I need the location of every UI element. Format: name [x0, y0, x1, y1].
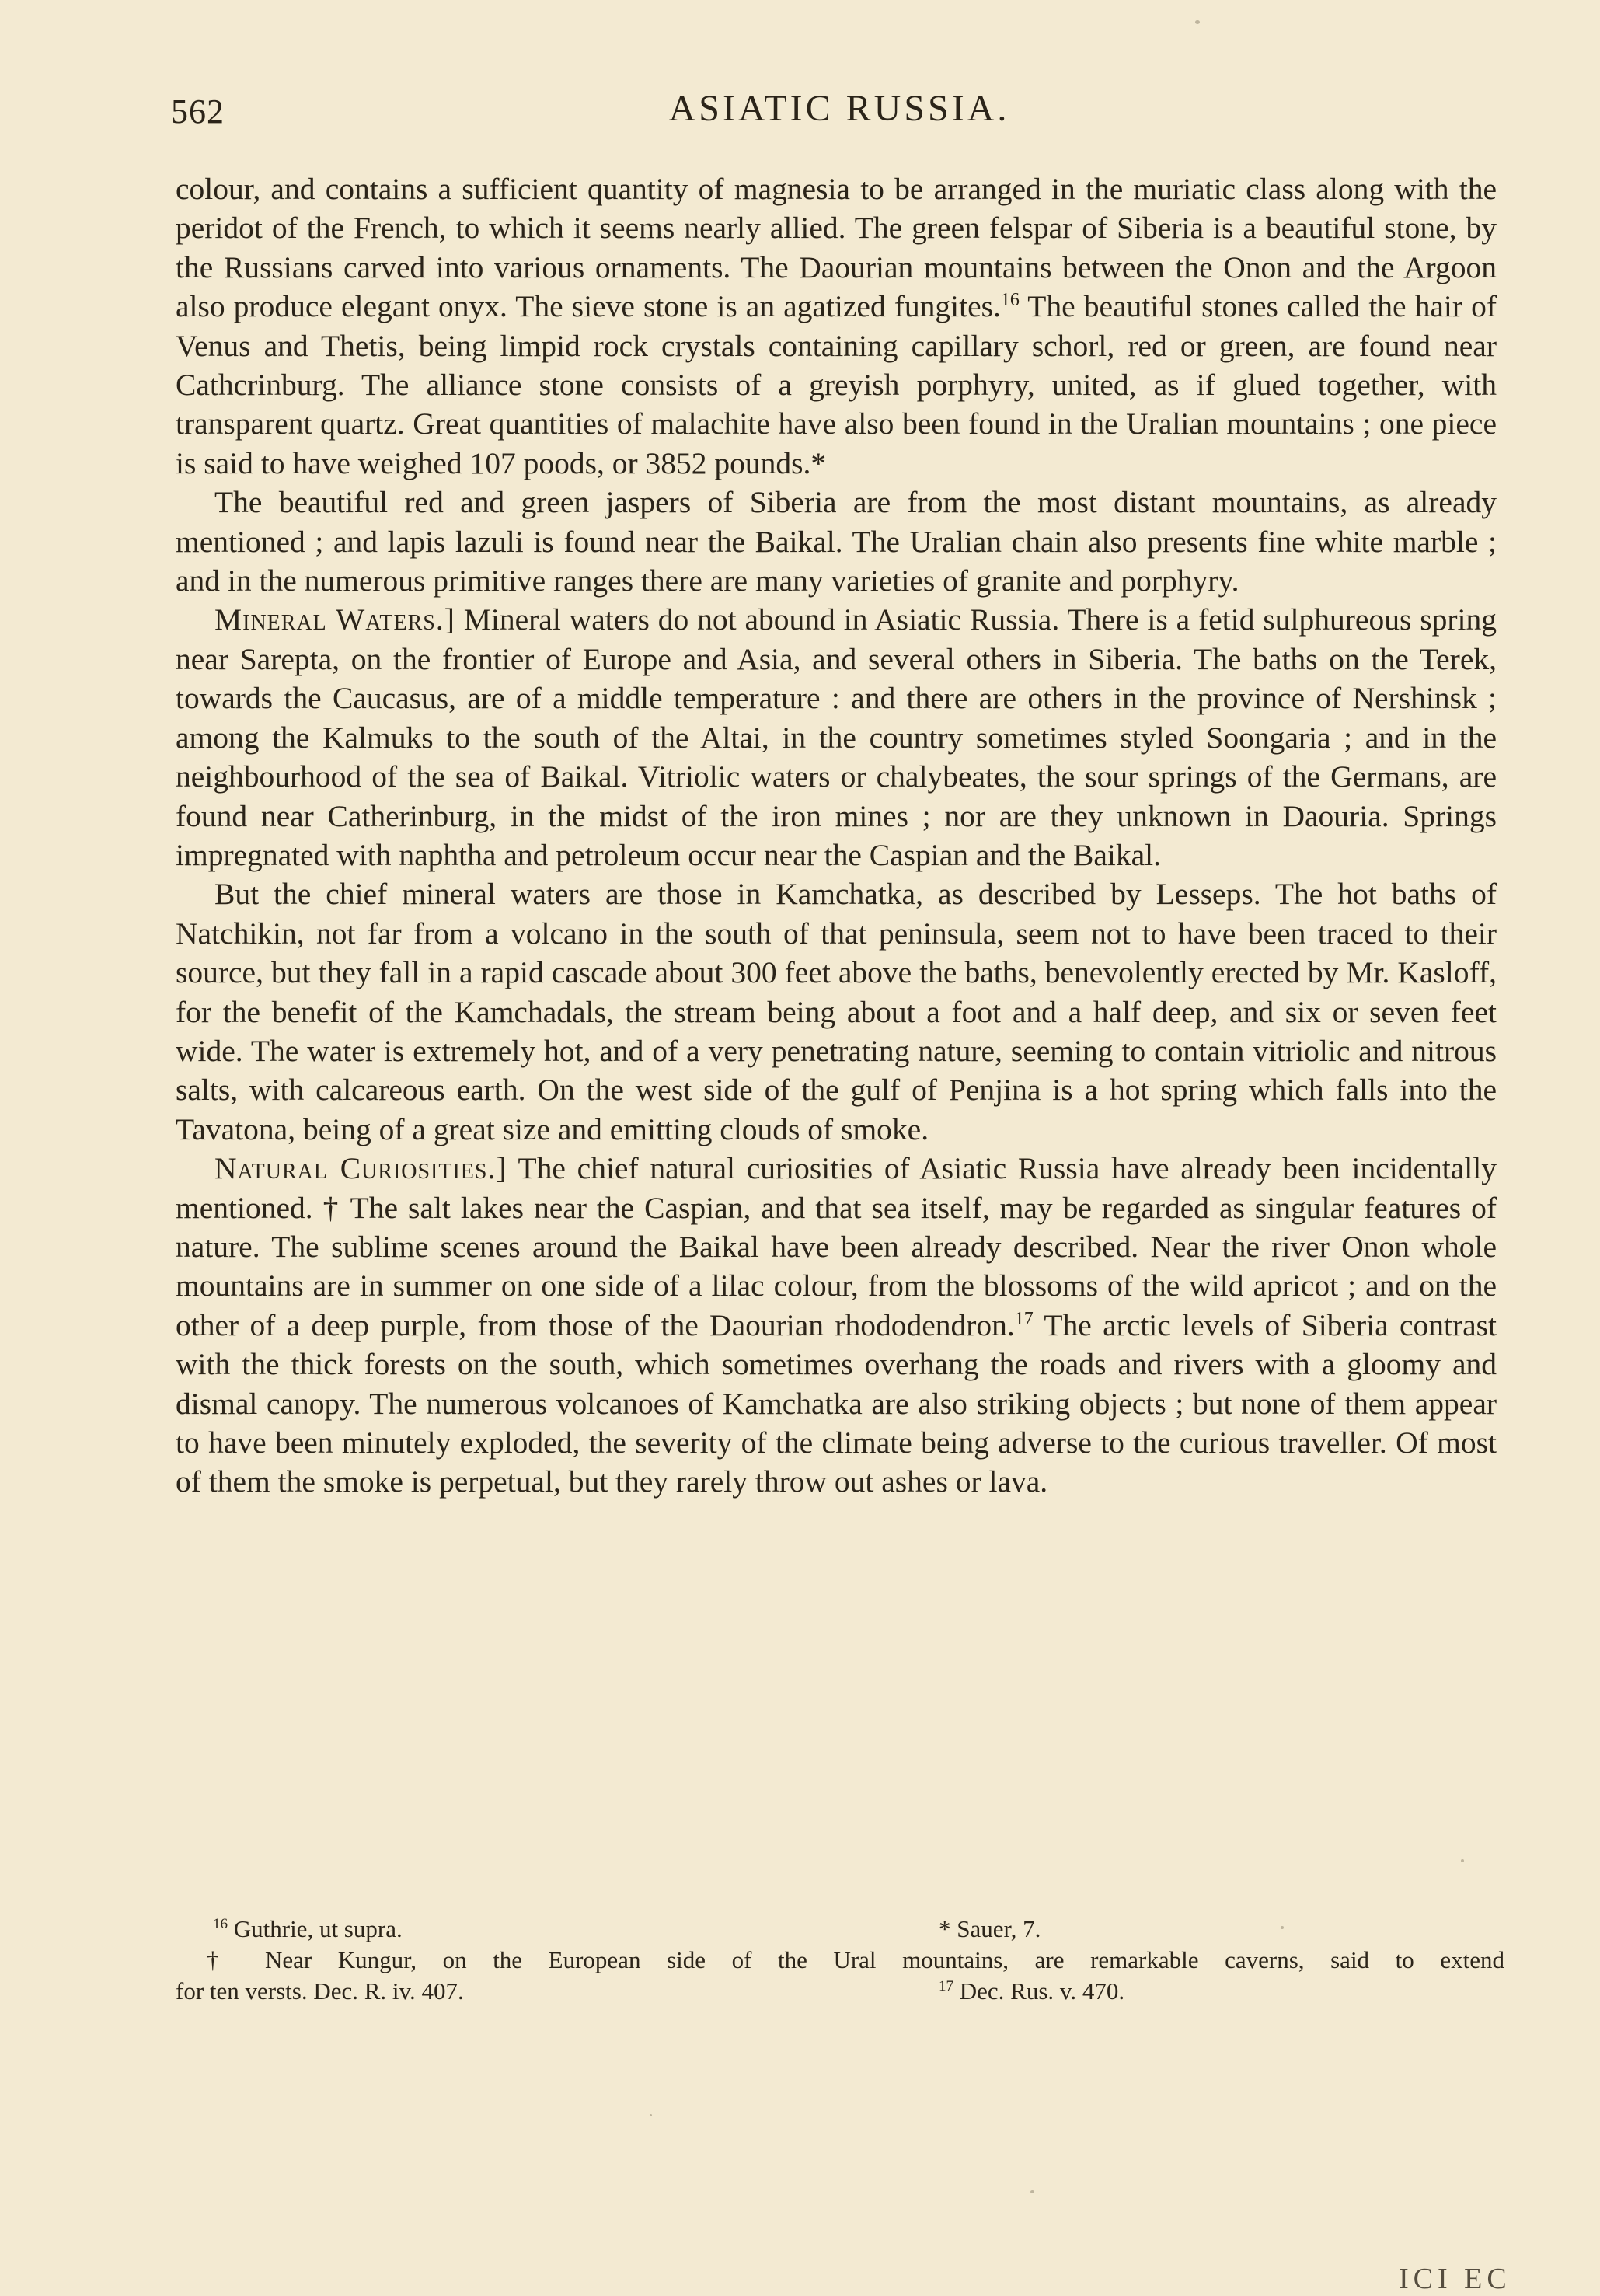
paragraph-gems [176, 169, 1497, 483]
footnote-marker: 17 [939, 1978, 953, 1994]
paragraph-text: The chief natural curiosities of Asiatic Russia have already been incidentally mentioned. † The salt lakes near the Caspian, and that sea itself, may be regarded as singular features of nature. The sublime scenes around the Baikal have been already described. Near the river Onon whole mountains are in summer on one side of a lilac colour, from the blossoms of the wild apricot ; and on the other of a deep purple, from those of the Daourian rhododendron. [176, 1151, 1497, 1342]
footnote-ref-16: 16 [1000, 290, 1020, 311]
paragraph-natural-curiosities [176, 1149, 1497, 1502]
footnote-row [176, 1914, 1504, 1945]
footnote-17 [939, 1976, 1124, 2007]
footnote-marker: 16 [213, 1916, 228, 1932]
paper-speck [1195, 20, 1200, 24]
body-text [176, 169, 1497, 1502]
footnote-text: Dec. Rus. v. 470. [959, 1977, 1125, 2005]
paragraph-text: Mineral waters do not abound in Asiatic Russia. There is a fetid sulphureous spring near Sarepta, on the frontier of Europe and Asia, and several others in Siberia. The baths on the Terek, towards the Caucasus, are of a middle temperature : and there are others in the province of Nershinsk ; among the Kalmuks to the south of the Altai, in the country sometimes styled Soongaria ; and in the neighbourhood of the sea of Baikal. Vitriolic waters or chalybeates, the sour springs of the Germans, are found near Catherinburg, in the midst of the iron mines ; nor are they unknown in Daouria. Springs impregnated with naphtha and petroleum occur near the Caspian and the Baikal. [176, 602, 1497, 872]
paper-speck [650, 2114, 652, 2116]
page-header [171, 87, 1508, 141]
paper-speck [1030, 2190, 1034, 2193]
paragraph-text: The arctic levels of Siberia contrast with the thick forests on the south, which sometimes overhang the roads and rivers with a gloomy and dismal canopy. The numerous volcanoes of Kamchatka are also striking objects ; but none of them appear to have been minutely exploded, the severity of the climate being adverse to the curious traveller. Of most of them the smoke is perpetual, but they rarely throw out ashes or lava. [176, 1307, 1497, 1499]
paragraph-jaspers: The beautiful red and green jaspers of Siberia are from the most distant mountains, as already mentioned ; and lapis lazuli is found near the Baikal. The Uralian chain also presents fine white marble ; and in the numerous primitive ranges there are many varieties of granite and porphyry. [176, 485, 1497, 598]
paragraph-text: colour, and contains a sufficient quantity of magnesia to be arranged in the muriatic class along with the peridot of the French, to which it seems nearly allied. The green felspar of Siberia is a beautiful stone, by the Russians carved into various ornaments. The Daourian mountains between the Onon and the Argoon also produce elegant onyx. The sieve stone is an agatized fungites. [176, 172, 1497, 324]
running-head: ASIATIC RUSSIA. [668, 88, 1010, 129]
paragraph-kamchatka-waters: But the chief mineral waters are those in Kamchatka, as described by Lesseps. The hot baths of Natchikin, not far from a volcano in the south of that peninsula, seem not to have been traced to their source, but they fall in a rapid cascade about 300 feet above the baths, benevolently erected by Mr. Kasloff, for the benefit of the Kamchadals, the stream being about a foot and a half deep, and six or seven feet wide. The water is extremely hot, and of a very penetrating nature, seeming to contain vitriolic and nitrous salts, with calcareous earth. On the west side of the gulf of Penjina is a hot spring which falls into the Tavatona, being of a great size and emitting clouds of smoke. [176, 877, 1497, 1146]
section-heading-natural-curiosities: Natural Curiosities.] [214, 1151, 507, 1186]
page-number: 562 [171, 92, 225, 131]
catchword: ICI EC [1399, 2263, 1511, 2295]
paper-speck [1281, 1926, 1284, 1929]
footnote-row [176, 1945, 1504, 1976]
footnotes [176, 1914, 1504, 2007]
footnote-row [176, 1976, 1504, 2007]
paragraph-text: The beautiful stones called the hair of Venus and Thetis, being limpid rock crystals containing capillary schorl, red or green, are found near Cathcrinburg. The alliance stone consists of a greyish porphyry, united, as if glued together, with transparent quartz. Great quantities of malachite have also been found in the Uralian mountains ; one piece is said to have weighed 107 poods, or 3852 pounds.* [176, 289, 1497, 480]
section-heading-mineral-waters: Mineral Waters.] [214, 602, 455, 637]
paper-speck [1461, 1859, 1464, 1862]
footnote-16 [213, 1914, 403, 1945]
footnote-star: * Sauer, 7. [939, 1915, 1041, 1942]
footnote-dagger-continued: for ten versts. Dec. R. iv. 407. [176, 1977, 464, 2005]
footnote-ref-17: 17 [1014, 1308, 1034, 1329]
footnote-text: Guthrie, ut supra. [233, 1915, 403, 1942]
paragraph-mineral-waters [176, 600, 1497, 874]
footnote-dagger: † Near Kungur, on the European side of the Ural mountains, are remarkable caverns, said to extend [207, 1946, 1504, 1973]
